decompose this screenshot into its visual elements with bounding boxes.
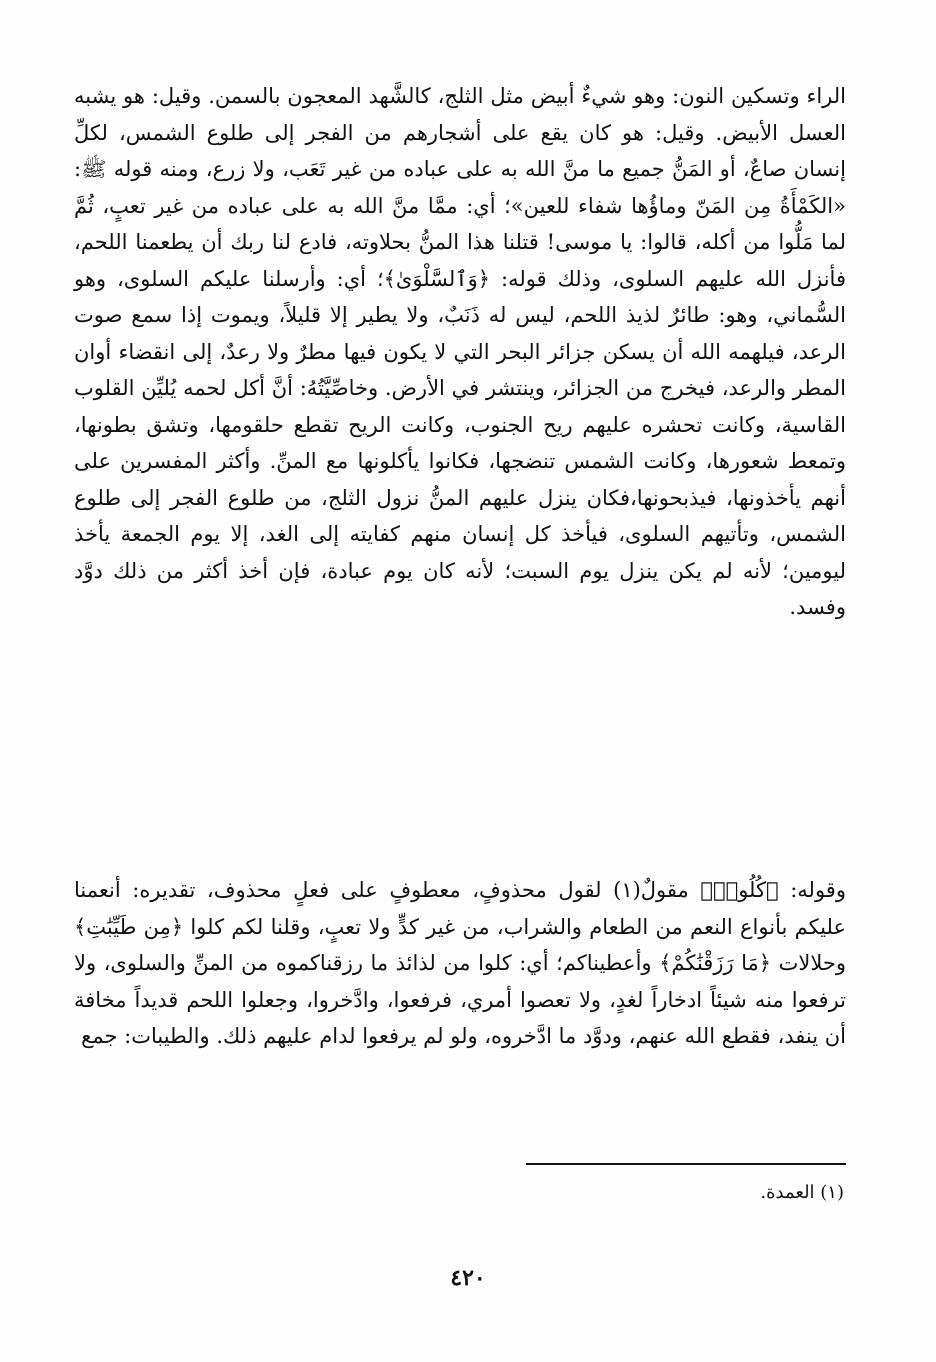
footnote: (١) العمدة. [760,1182,844,1203]
page-number: ٤٢٠ [450,1265,486,1291]
body-paragraph-2 [74,872,846,1055]
footnote-divider [526,1163,846,1165]
body-paragraph-1 [74,78,846,626]
paragraph-text: الراء وتسكين النون: وهو شيءٌ أبيض مثل الثلج، كالشَّهد المعجون بالسمن. وقيل: هو يشبه العسل الأبيض. وقيل: هو كان يقع على أشجارهم من الفجر إلى طلوع الشمس، لكلِّ إنسان صاعٌ، أو المَنُّ جميع ما منَّ الله به على عباده من غير تَعَب، ولا زرع، ومنه قوله ﷺ: «الكَمْأَةُ مِن المَنّ وماؤُها شفاء للعين»؛ أي: ممَّا منَّ الله به على عباده من غير تعبٍ، ثُمَّ لما مَلُّوا من أكله، قالوا: يا موسى! قتلنا هذا المنُّ بحلاوته، فادع لنا ربك أن يطعمنا اللحم، فأنزل الله عليهم السلوى، وذلك قوله: ﴿وَٱلسَّلْوَىٰ﴾؛ أي: وأرسلنا عليكم السلوى، وهو السُّماني، وهو: طائرٌ لذيذ اللحم، ليس له ذَنَبٌ، ولا يطير إلا قليلاً، ويموت إذا سمع صوت الرعد، فيلهمه الله أن يسكن جزائر البحر التي لا يكون فيها مطرٌ ولا رعدٌ، إلى انقضاء أوان المطر والرعد، فيخرج من الجزائر، وينتشر في الأرض. وخاصِّيَّتُهُ: أنَّ أكل لحمه يُليِّن القلوب القاسية، وكانت تحشره عليهم ريح الجنوب، وكانت الريح تقطع حلقومها، وتشق بطونها، وتمعط شعورها، وكانت الشمس تنضجها، فكانوا يأكلونها مع المنِّ. وأكثر المفسرين على أنهم يأخذونها، فيذبحونها،فكان ينزل عليهم المنُّ نزول الثلج، من طلوع الفجر إلى طلوع الشمس، وتأتيهم السلوى، فيأخذ كل إنسان منهم كفايته إلى الغد، إلا يوم الجمعة يأخذ ليومين؛ لأنه لم يكن ينزل يوم السبت؛ لأنه كان يوم عبادة، فإن أخذ أكثر من ذلك دوَّد وفسد. [74,84,846,619]
paragraph-text: وقوله: ﴿كُلُوا۟﴾ مقولٌ(١) لقول محذوفٍ، معطوفٍ على فعلٍ محذوف، تقديره: أنعمنا عليكم بأنواع النعم من الطعام والشراب، من غير كدٍّ ولا تعبٍ، وقلنا لكم كلوا ﴿مِن طَيِّبَٰتِ﴾ وحلالات ﴿مَا رَزَقْنَٰكُمْ﴾ وأعطيناكم؛ أي: كلوا من لذائذ ما رزقناكموه من المنِّ والسلوى، ولا ترفعوا منه شيئاً ادخاراً لغدٍ، ولا تعصوا أمري، فرفعوا، وادَّخروا، وجعلوا اللحم قديداً مخافة أن ينفد، فقطع الله عنهم، ودوَّد ما ادَّخروه، ولو لم يرفعوا لدام عليهم ذلك. والطيبات: جمع [74,878,846,1048]
